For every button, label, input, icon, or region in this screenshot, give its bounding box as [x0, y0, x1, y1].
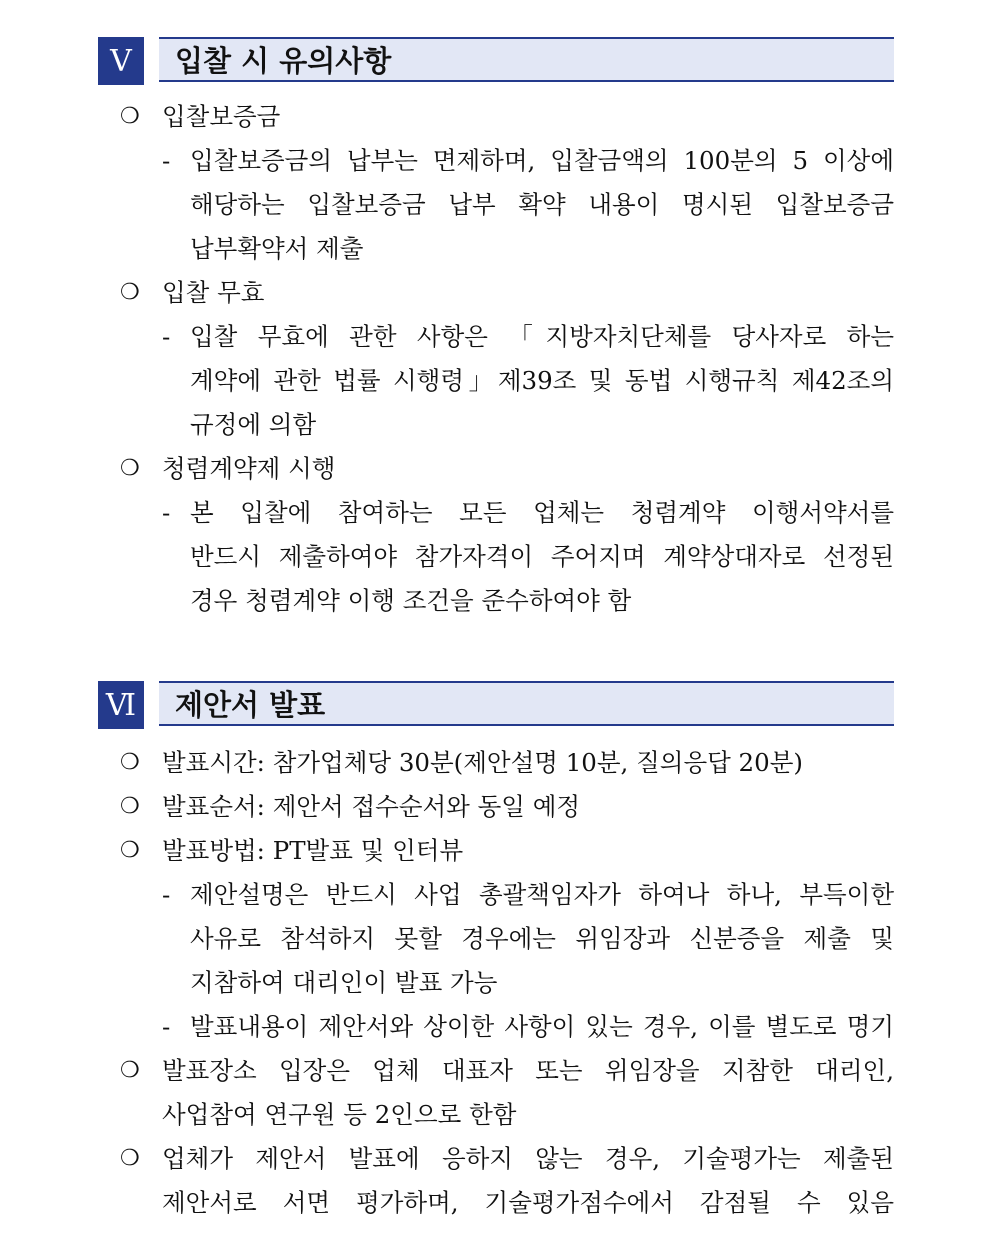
section-6-title: 제안서 발표	[175, 688, 326, 722]
bullet-text: 발표방법: PT발표 및 인터뷰	[162, 836, 464, 865]
bullet-circle-icon: ❍	[120, 750, 140, 775]
section-6-numeral: Ⅵ	[98, 681, 144, 729]
section-5-header	[98, 37, 894, 85]
bullet-item	[98, 741, 894, 785]
dash-text: 지참하여 대리인이 발표 가능	[190, 968, 498, 997]
bullet-item	[98, 95, 894, 139]
bullet-circle-icon: ❍	[120, 794, 140, 819]
dash-text: 발표내용이 제안서와 상이한 사항이 있는 경우, 이를 별도로 명기	[190, 1012, 894, 1041]
bullet-continuation	[98, 1181, 894, 1225]
bullet-text: 발표장소 입장은 업체 대표자 또는 위임장을 지참한 대리인,	[162, 1056, 894, 1085]
dash-text: 입찰 무효에 관한 사항은 「지방자치단체를 당사자로 하는	[190, 322, 894, 351]
bullet-circle-icon: ❍	[120, 838, 140, 863]
dash-mark: -	[162, 146, 171, 175]
section-6-title-box	[159, 681, 894, 726]
bullet-item	[98, 1137, 894, 1181]
bullet-text: 청렴계약제 시행	[162, 454, 336, 483]
bullet-text: 입찰보증금	[162, 102, 281, 131]
bullet-circle-icon: ❍	[120, 280, 140, 305]
section-5	[98, 37, 894, 623]
dash-text: 입찰보증금의 납부는 면제하며, 입찰금액의 100분의 5 이상에	[190, 146, 894, 175]
dash-mark: -	[162, 880, 171, 909]
section-6	[98, 681, 894, 1225]
dash-item	[98, 491, 894, 535]
dash-item	[98, 139, 894, 183]
section-6-body	[98, 741, 894, 1225]
bullet-circle-icon: ❍	[120, 456, 140, 481]
dash-mark: -	[162, 1012, 171, 1041]
dash-item	[98, 1005, 894, 1049]
bullet-item	[98, 1049, 894, 1093]
bullet-text: 발표순서: 제안서 접수순서와 동일 예정	[162, 792, 581, 821]
dash-continuation	[98, 579, 894, 623]
section-5-title: 입찰 시 유의사항	[175, 44, 392, 78]
dash-continuation	[98, 961, 894, 1005]
dash-text: 납부확약서 제출	[190, 234, 364, 263]
dash-text: 경우 청렴계약 이행 조건을 준수하여야 함	[190, 586, 632, 615]
bullet-text: 입찰 무효	[162, 278, 265, 307]
dash-text: 제안설명은 반드시 사업 총괄책임자가 하여나 하나, 부득이한	[190, 880, 894, 909]
bullet-circle-icon: ❍	[120, 1058, 140, 1083]
dash-continuation	[98, 403, 894, 447]
bullet-text: 제안서로 서면 평가하며, 기술평가점수에서 감점될 수 있음	[162, 1188, 894, 1217]
bullet-item	[98, 829, 894, 873]
dash-continuation	[98, 227, 894, 271]
dash-mark: -	[162, 322, 171, 351]
bullet-text: 업체가 제안서 발표에 응하지 않는 경우, 기술평가는 제출된	[162, 1144, 894, 1173]
bullet-circle-icon: ❍	[120, 104, 140, 129]
bullet-item	[98, 271, 894, 315]
dash-text: 사유로 참석하지 못할 경우에는 위임장과 신분증을 제출 및	[190, 924, 894, 953]
dash-continuation	[98, 917, 894, 961]
bullet-circle-icon: ❍	[120, 1146, 140, 1171]
section-5-numeral: Ⅴ	[98, 37, 144, 85]
dash-text: 해당하는 입찰보증금 납부 확약 내용이 명시된 입찰보증금	[190, 190, 894, 219]
bullet-item	[98, 447, 894, 491]
bullet-text: 발표시간: 참가업체당 30분(제안설명 10분, 질의응답 20분)	[162, 748, 803, 777]
dash-continuation	[98, 359, 894, 403]
dash-item	[98, 873, 894, 917]
dash-continuation	[98, 183, 894, 227]
dash-item	[98, 315, 894, 359]
bullet-text: 사업참여 연구원 등 2인으로 한함	[162, 1100, 517, 1129]
dash-text: 반드시 제출하여야 참가자격이 주어지며 계약상대자로 선정된	[190, 542, 894, 571]
section-5-body	[98, 95, 894, 623]
section-5-title-box	[159, 37, 894, 82]
bullet-continuation	[98, 1093, 894, 1137]
dash-mark: -	[162, 498, 171, 527]
dash-text: 본 입찰에 참여하는 모든 업체는 청렴계약 이행서약서를	[190, 498, 894, 527]
dash-text: 규정에 의함	[190, 410, 317, 439]
dash-continuation	[98, 535, 894, 579]
section-6-header	[98, 681, 894, 729]
dash-text: 계약에 관한 법률 시행령」제39조 및 동법 시행규칙 제42조의	[190, 366, 894, 395]
bullet-item	[98, 785, 894, 829]
